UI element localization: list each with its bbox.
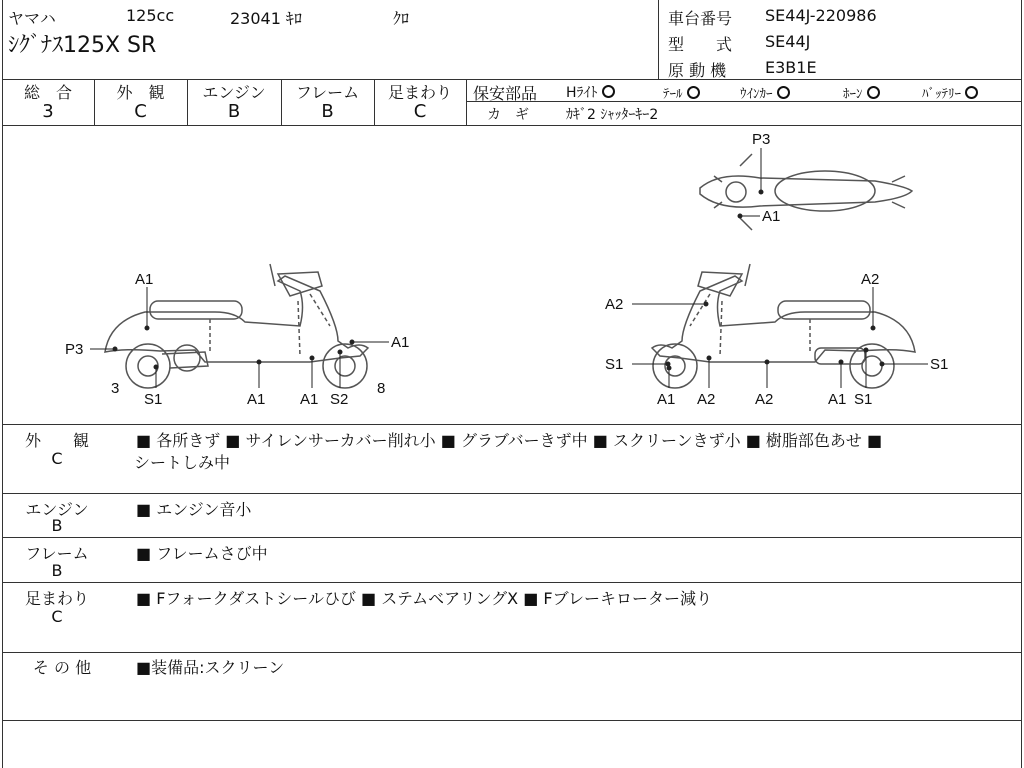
grade-engine-value: B bbox=[227, 101, 241, 122]
label-left-1: A1 bbox=[135, 271, 154, 288]
grade-total-label: 総 合 bbox=[23, 83, 72, 102]
damage-diagram bbox=[0, 126, 1024, 424]
maker: ヤマハ bbox=[8, 9, 56, 28]
type-value: SE44J bbox=[765, 32, 811, 51]
remark-suspension-grade: C bbox=[51, 607, 63, 626]
label-left-9: A1 bbox=[391, 334, 410, 351]
remark-exterior-grade: C bbox=[51, 449, 63, 468]
horn-ok-icon bbox=[867, 86, 880, 99]
remark-frame-label: フレーム bbox=[25, 544, 89, 563]
headlight-ok-icon bbox=[602, 85, 615, 98]
scooter-top-view bbox=[700, 154, 912, 230]
remark-frame-text: ■ フレームさび中 bbox=[136, 544, 268, 563]
type-label: 型 式 bbox=[668, 35, 733, 54]
engine-value: E3B1E bbox=[765, 58, 817, 77]
grade-suspension-label: 足まわり bbox=[387, 83, 452, 102]
label-left-3: 3 bbox=[111, 380, 120, 397]
label-top-2: A1 bbox=[762, 208, 781, 225]
grade-suspension-value: C bbox=[413, 101, 427, 122]
safety-winker: ｳｲﾝｶｰ bbox=[740, 83, 790, 102]
displacement: 125cc bbox=[126, 6, 175, 25]
label-left-5: A1 bbox=[247, 391, 266, 408]
remark-exterior-text-1: ■ 各所きず ■ サイレンサーカバー削れ小 ■ グラブバーきず中 ■ スクリーンきず小 ■ 樹脂部色あせ ■ bbox=[136, 431, 883, 450]
remark-suspension-text: ■ Fフォークダストシールひび ■ ステムベアリングX ■ Fブレーキローター減り bbox=[136, 589, 712, 608]
remark-exterior-label: 外 観 bbox=[24, 431, 89, 450]
label-right-8: S1 bbox=[854, 391, 873, 408]
remark-engine-text: ■ エンジン音小 bbox=[136, 500, 252, 519]
safety-headlight: Hﾗｲﾄ bbox=[566, 82, 615, 102]
label-right-7: A1 bbox=[828, 391, 847, 408]
remark-exterior-text-2: シートしみ中 bbox=[134, 453, 231, 472]
winker-ok-icon bbox=[777, 86, 790, 99]
remark-frame-grade: B bbox=[51, 561, 63, 580]
label-right-1: A2 bbox=[861, 271, 880, 288]
color: ｸﾛ bbox=[393, 9, 410, 28]
label-right-4: A1 bbox=[657, 391, 676, 408]
label-left-6: A1 bbox=[300, 391, 319, 408]
label-left-4: S1 bbox=[144, 391, 163, 408]
remark-engine-grade: B bbox=[51, 516, 63, 535]
mileage: 23041 ｷﾛ bbox=[230, 9, 302, 28]
label-left-2: P3 bbox=[65, 341, 84, 358]
remark-suspension-label: 足まわり bbox=[24, 589, 89, 608]
model-name: ｼｸﾞﾅｽ125X SR bbox=[8, 33, 157, 58]
remark-other-label: そ の 他 bbox=[32, 658, 92, 677]
remark-engine-label: エンジン bbox=[25, 500, 89, 519]
label-right-6: A2 bbox=[755, 391, 774, 408]
battery-ok-icon bbox=[965, 86, 978, 99]
safety-label: 保安部品 bbox=[473, 84, 538, 103]
label-left-7: S2 bbox=[330, 391, 349, 408]
label-right-9: S1 bbox=[930, 356, 949, 373]
key-label: カ ギ bbox=[487, 107, 529, 123]
label-right-3: S1 bbox=[605, 356, 624, 373]
grade-frame-value: B bbox=[321, 101, 334, 122]
grade-engine-label: エンジン bbox=[202, 83, 266, 102]
safety-battery: ﾊﾞｯﾃﾘｰ bbox=[922, 83, 978, 102]
label-top-1: P3 bbox=[752, 131, 771, 148]
label-right-5: A2 bbox=[697, 391, 716, 408]
frame-no-label: 車台番号 bbox=[668, 9, 733, 28]
tail-ok-icon bbox=[687, 86, 700, 99]
safety-horn: ﾎｰﾝ bbox=[843, 83, 880, 102]
frame-no: SE44J-220986 bbox=[765, 6, 877, 25]
safety-tail: ﾃｰﾙ bbox=[663, 83, 700, 102]
remark-other-text: ■装備品:スクリーン bbox=[136, 658, 285, 677]
grade-frame-label: フレーム bbox=[295, 83, 360, 102]
label-left-8: 8 bbox=[377, 380, 386, 397]
engine-label: 原 動 機 bbox=[668, 61, 727, 80]
grade-exterior-value: C bbox=[134, 101, 147, 122]
grade-exterior-label: 外 観 bbox=[116, 83, 165, 102]
key-value: ｶｷﾞ2 ｼｬｯﾀｰｷｰ2 bbox=[566, 107, 659, 123]
grade-total-value: 3 bbox=[42, 101, 54, 122]
label-right-2: A2 bbox=[605, 296, 624, 313]
